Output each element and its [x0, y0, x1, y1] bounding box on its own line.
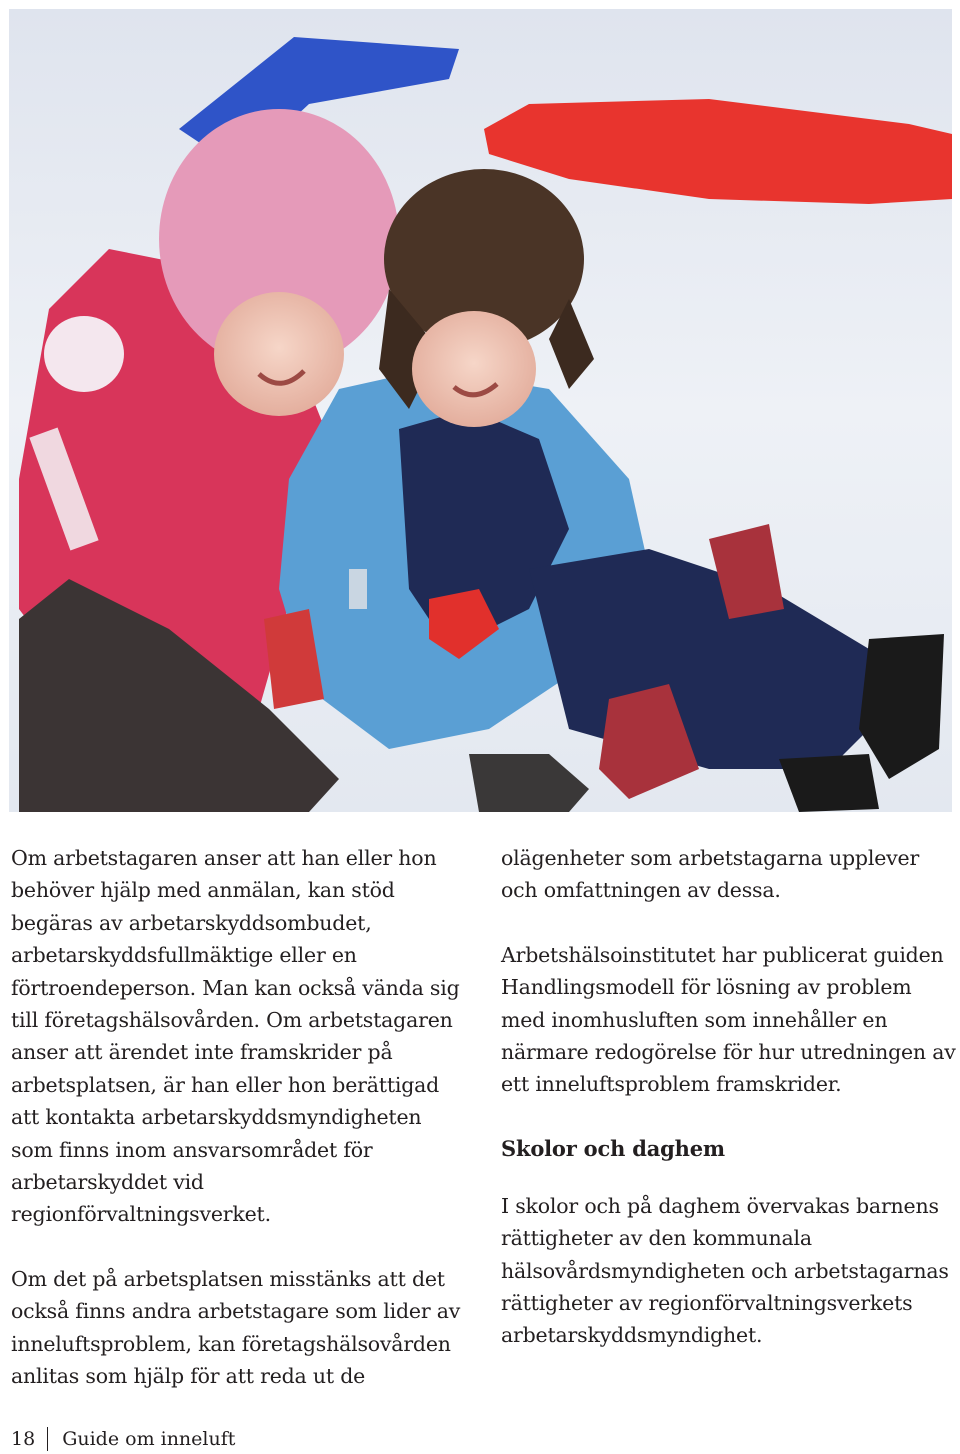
guide-title: Guide om inneluft [62, 1428, 236, 1450]
section-heading: Skolor och daghem [501, 1135, 725, 1161]
left-paragraph-2: Om det på arbetsplatsen misstänks att det också finns andra arbetstagare som lider av inneluftsproblem, kan företagshälsovården anlitas som hjälp för att reda ut de [11, 1266, 461, 1389]
page-footer [11, 1422, 235, 1454]
right-paragraph-3: I skolor och på daghem övervakas barnens rättigheter av den kommunala hälsovårdsmyndigheten och arbetstagarnas rättigheter av regionförvaltningsverkets arbetarskyddsmyndighet. [501, 1193, 949, 1348]
right-paragraph-1: olägenheter som arbetstagarna upplever och omfattningen av dessa. [501, 846, 920, 903]
right-paragraph-2: Arbetshälsoinstitutet har publicerat guiden Handlingsmodell för lösning av problem med inomhusluften som innehåller en närmare redogörelse för hur utredningen av ett inneluftsproblem framskrider. [501, 942, 956, 1097]
photo-children-in-snow [9, 9, 952, 812]
footer-divider [47, 1427, 48, 1451]
right-column [501, 842, 956, 1352]
left-paragraph-1: Om arbetstagaren anser att han eller hon behöver hjälp med anmälan, kan stöd begäras av arbetarskyddsombudet, arbetarskyddsfullmäktige eller en förtroendeperson. Man kan också vända sig till företagshälsovården. Om arbetstagaren anser att ärendet inte framskrider på arbetsplatsen, är han eller hon berättigad att kontakta arbetarskyddsmyndigheten som finns inom ansvarsområdet för arbetarskyddet vid regionförvaltningsverket. [11, 846, 460, 1227]
page-number: 18 [11, 1428, 36, 1450]
left-column [11, 842, 466, 1393]
